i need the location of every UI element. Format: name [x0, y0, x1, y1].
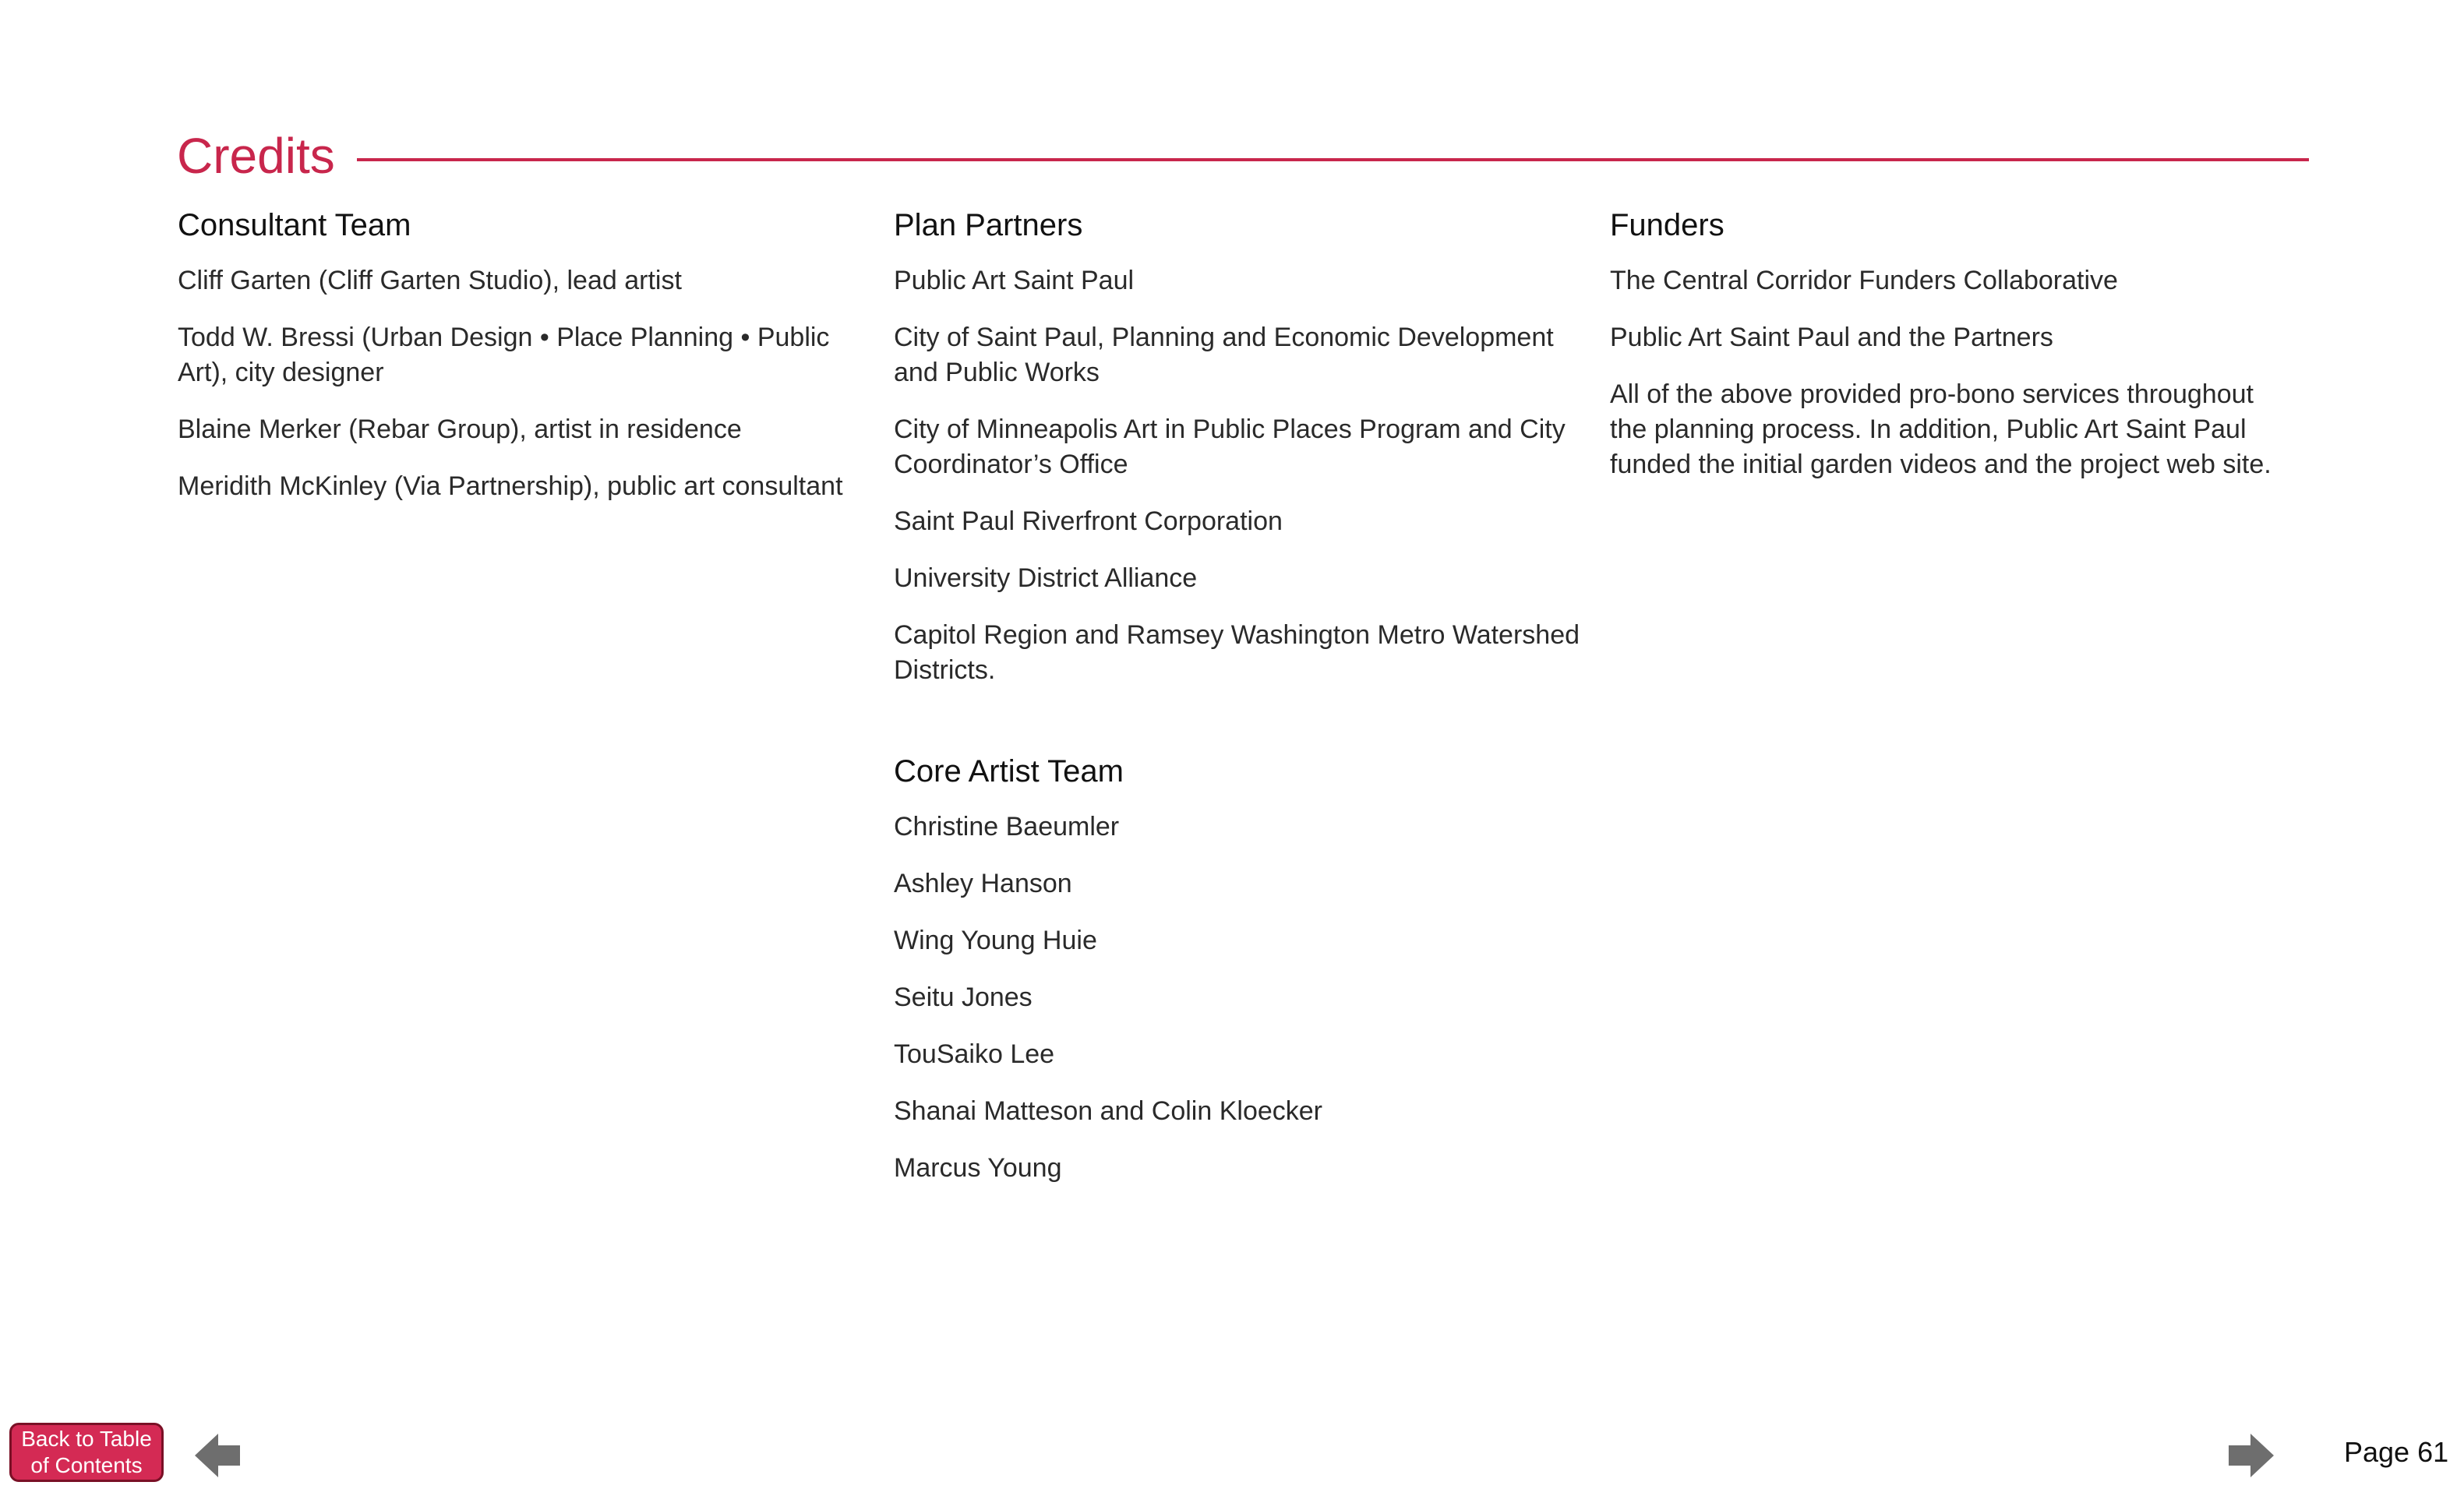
- core-artist-item: Ashley Hanson: [894, 869, 1072, 898]
- plan-partner-item: Saint Paul Riverfront Corporation: [894, 506, 1283, 536]
- plan-partners-section: [894, 204, 1580, 688]
- core-artist-team-heading: Core Artist Team: [894, 754, 1124, 789]
- funder-item: Public Art Saint Paul and the Partners: [1610, 323, 2053, 352]
- toc-button-label: [21, 1426, 152, 1479]
- core-artist-item: Marcus Young: [894, 1153, 1062, 1183]
- plan-partner-item: Public Art Saint Paul: [894, 266, 1135, 295]
- consultant-team-item: Blaine Merker (Rebar Group), artist in residence: [178, 415, 742, 444]
- consultant-team-item: Meridith McKinley (Via Partnership), public art consultant: [178, 471, 843, 501]
- core-artist-item: Shanai Matteson and Colin Kloecker: [894, 1096, 1322, 1126]
- consultant-team-heading: Consultant Team: [178, 208, 411, 242]
- core-artist-item: Christine Baeumler: [894, 812, 1120, 842]
- arrow-right-icon: [2227, 1432, 2275, 1479]
- section-spacer: [894, 710, 1580, 750]
- plan-partner-item: City of Saint Paul, Planning and Economic Development and Public Works: [894, 323, 1554, 387]
- core-artist-item: Seitu Jones: [894, 983, 1033, 1012]
- core-artist-item: Wing Young Huie: [894, 926, 1097, 955]
- page-header: [177, 125, 2309, 187]
- funders-section: [1610, 204, 2296, 504]
- plan-partners-heading: Plan Partners: [894, 208, 1083, 242]
- consultant-team-item: Cliff Garten (Cliff Garten Studio), lead artist: [178, 266, 682, 295]
- title-divider: [357, 158, 2309, 161]
- page-title: Credits: [177, 128, 335, 184]
- arrow-left-icon: [193, 1432, 242, 1479]
- toc-button-label-line2: of Contents: [30, 1453, 143, 1477]
- next-page-button[interactable]: [2227, 1432, 2275, 1479]
- plan-partner-item: University District Alliance: [894, 563, 1198, 593]
- core-artist-item: TouSaiko Lee: [894, 1039, 1055, 1069]
- plan-partners-column: [894, 204, 1580, 1208]
- funder-item: The Central Corridor Funders Collaborative: [1610, 266, 2118, 295]
- toc-button-label-line1: Back to Table: [21, 1427, 152, 1451]
- back-to-table-of-contents-button[interactable]: [9, 1423, 164, 1482]
- plan-partner-item: City of Minneapolis Art in Public Places Program and City Coordinator’s Office: [894, 415, 1566, 479]
- plan-partner-item: Capitol Region and Ramsey Washington Metro Watershed Districts.: [894, 620, 1580, 685]
- consultant-team-item: Todd W. Bressi (Urban Design • Place Planning • Public Art), city designer: [178, 323, 830, 387]
- funders-heading: Funders: [1610, 208, 1724, 242]
- consultant-team-section: [178, 204, 863, 526]
- core-artist-team-section: [894, 750, 1580, 1186]
- previous-page-button[interactable]: [193, 1432, 242, 1479]
- page-number: Page 61: [2344, 1436, 2449, 1468]
- funder-note: All of the above provided pro-bono services throughout the planning process. In addition, Public Art Saint Paul funded the initial garden videos and the project web site.: [1610, 379, 2272, 479]
